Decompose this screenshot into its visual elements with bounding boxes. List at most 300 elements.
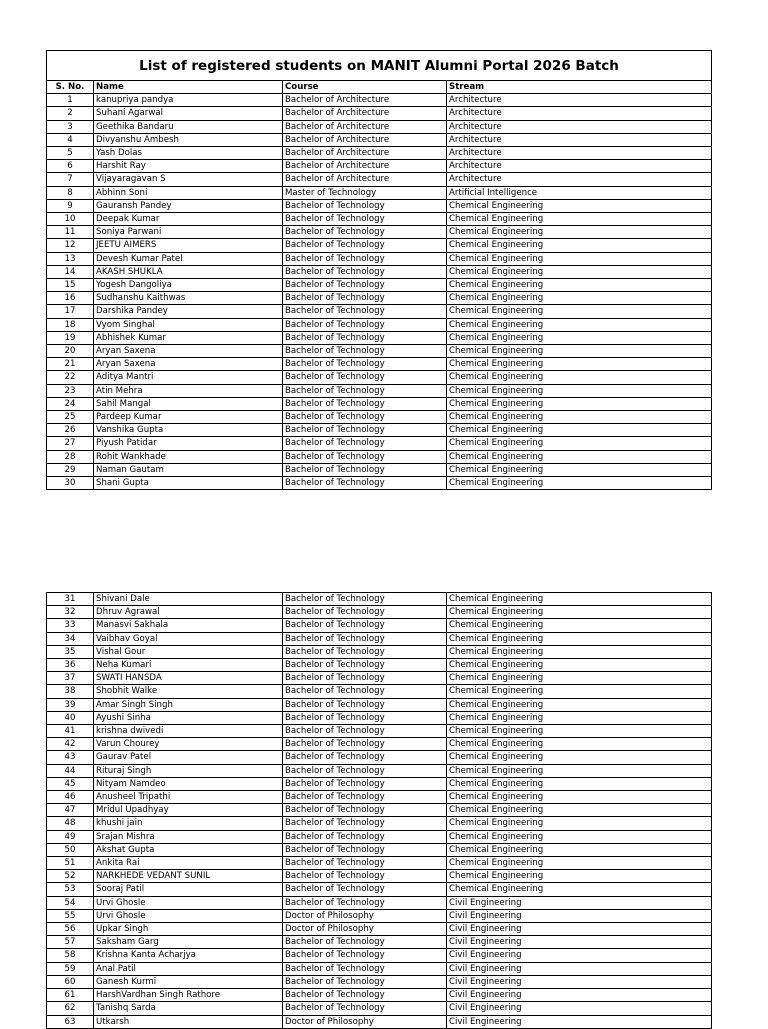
cell-stream: Chemical Engineering <box>447 632 712 645</box>
cell-stream: Chemical Engineering <box>447 830 712 843</box>
cell-sno: 11 <box>47 226 94 239</box>
cell-course: Bachelor of Technology <box>283 265 447 278</box>
cell-course: Bachelor of Technology <box>283 252 447 265</box>
cell-name: Shivani Dale <box>94 593 283 606</box>
cell-course: Bachelor of Architecture <box>283 120 447 133</box>
cell-stream: Chemical Engineering <box>447 725 712 738</box>
cell-sno: 37 <box>47 672 94 685</box>
cell-course: Bachelor of Technology <box>283 751 447 764</box>
cell-stream: Chemical Engineering <box>447 345 712 358</box>
cell-name: Krishna Kanta Acharjya <box>94 949 283 962</box>
table-row <box>47 909 712 922</box>
table-row <box>47 358 712 371</box>
cell-stream: Chemical Engineering <box>447 857 712 870</box>
cell-course: Bachelor of Technology <box>283 883 447 896</box>
cell-stream: Architecture <box>447 133 712 146</box>
cell-stream: Artificial Intelligence <box>447 186 712 199</box>
cell-stream: Civil Engineering <box>447 1015 712 1028</box>
cell-sno: 31 <box>47 593 94 606</box>
cell-course: Bachelor of Technology <box>283 213 447 226</box>
table-row <box>47 975 712 988</box>
table-row <box>47 698 712 711</box>
cell-stream: Chemical Engineering <box>447 791 712 804</box>
cell-name: Upkar Singh <box>94 923 283 936</box>
cell-name: Saksham Garg <box>94 936 283 949</box>
cell-sno: 55 <box>47 909 94 922</box>
cell-sno: 19 <box>47 331 94 344</box>
cell-name: Varun Chourey <box>94 738 283 751</box>
cell-course: Bachelor of Technology <box>283 936 447 949</box>
table-row <box>47 265 712 278</box>
cell-course: Bachelor of Technology <box>283 791 447 804</box>
cell-name: Akshat Gupta <box>94 843 283 856</box>
cell-sno: 12 <box>47 239 94 252</box>
table-row <box>47 896 712 909</box>
cell-course: Doctor of Philosophy <box>283 923 447 936</box>
cell-sno: 57 <box>47 936 94 949</box>
cell-name: Nityam Namdeo <box>94 777 283 790</box>
cell-name: Suhani Agarwal <box>94 107 283 120</box>
cell-sno: 16 <box>47 292 94 305</box>
cell-stream: Civil Engineering <box>447 923 712 936</box>
cell-name: Tanishq Sarda <box>94 1002 283 1015</box>
cell-sno: 58 <box>47 949 94 962</box>
cell-course: Bachelor of Technology <box>283 305 447 318</box>
table-row <box>47 477 712 490</box>
table-row <box>47 1002 712 1015</box>
cell-sno: 10 <box>47 213 94 226</box>
table-row <box>47 711 712 724</box>
table-row <box>47 160 712 173</box>
cell-stream: Chemical Engineering <box>447 685 712 698</box>
cell-course: Bachelor of Architecture <box>283 173 447 186</box>
cell-stream: Architecture <box>447 147 712 160</box>
cell-stream: Chemical Engineering <box>447 645 712 658</box>
cell-sno: 44 <box>47 764 94 777</box>
cell-course: Bachelor of Architecture <box>283 107 447 120</box>
cell-sno: 48 <box>47 817 94 830</box>
table-row <box>47 923 712 936</box>
table-row <box>47 173 712 186</box>
cell-sno: 2 <box>47 107 94 120</box>
cell-sno: 29 <box>47 463 94 476</box>
cell-name: Aryan Saxena <box>94 345 283 358</box>
cell-name: Vishal Gour <box>94 645 283 658</box>
cell-course: Bachelor of Technology <box>283 989 447 1002</box>
cell-sno: 7 <box>47 173 94 186</box>
cell-stream: Chemical Engineering <box>447 738 712 751</box>
cell-stream: Civil Engineering <box>447 896 712 909</box>
table-row <box>47 870 712 883</box>
cell-stream: Chemical Engineering <box>447 358 712 371</box>
cell-stream: Chemical Engineering <box>447 318 712 331</box>
table-row <box>47 450 712 463</box>
cell-name: Manasvi Sakhala <box>94 619 283 632</box>
cell-name: Anusheel Tripathi <box>94 791 283 804</box>
cell-name: khushi jain <box>94 817 283 830</box>
cell-name: Vaibhav Goyal <box>94 632 283 645</box>
table-row <box>47 463 712 476</box>
cell-stream: Chemical Engineering <box>447 883 712 896</box>
cell-name: Anal Patil <box>94 962 283 975</box>
cell-stream: Chemical Engineering <box>447 751 712 764</box>
cell-name: kanupriya pandya <box>94 94 283 107</box>
cell-name: Ayushi Sinha <box>94 711 283 724</box>
table-row <box>47 120 712 133</box>
cell-name: Vijayaragavan S <box>94 173 283 186</box>
cell-name: Abhinn Soni <box>94 186 283 199</box>
cell-course: Bachelor of Technology <box>283 437 447 450</box>
cell-sno: 45 <box>47 777 94 790</box>
cell-stream: Chemical Engineering <box>447 371 712 384</box>
cell-name: Vyom Singhal <box>94 318 283 331</box>
table-row <box>47 725 712 738</box>
cell-sno: 38 <box>47 685 94 698</box>
table-row <box>47 94 712 107</box>
table-row <box>47 133 712 146</box>
table-row <box>47 857 712 870</box>
table-row <box>47 949 712 962</box>
cell-course: Bachelor of Technology <box>283 450 447 463</box>
cell-sno: 54 <box>47 896 94 909</box>
cell-name: Sooraj Patil <box>94 883 283 896</box>
cell-course: Bachelor of Technology <box>283 975 447 988</box>
cell-name: Geethika Bandaru <box>94 120 283 133</box>
cell-course: Bachelor of Technology <box>283 659 447 672</box>
cell-course: Bachelor of Technology <box>283 632 447 645</box>
cell-stream: Architecture <box>447 94 712 107</box>
cell-stream: Chemical Engineering <box>447 463 712 476</box>
cell-name: Rituraj Singh <box>94 764 283 777</box>
cell-course: Bachelor of Technology <box>283 292 447 305</box>
table-row <box>47 397 712 410</box>
cell-name: Mridul Upadhyay <box>94 804 283 817</box>
cell-sno: 20 <box>47 345 94 358</box>
cell-sno: 23 <box>47 384 94 397</box>
header-sno: S. No. <box>47 81 94 94</box>
table-row <box>47 672 712 685</box>
cell-sno: 43 <box>47 751 94 764</box>
document-title: List of registered students on MANIT Alumni Portal 2026 Batch <box>47 51 712 81</box>
table-row <box>47 593 712 606</box>
cell-stream: Chemical Engineering <box>447 698 712 711</box>
cell-sno: 5 <box>47 147 94 160</box>
table-row <box>47 804 712 817</box>
cell-stream: Civil Engineering <box>447 909 712 922</box>
cell-sno: 34 <box>47 632 94 645</box>
cell-course: Bachelor of Technology <box>283 463 447 476</box>
header-name: Name <box>94 81 283 94</box>
cell-sno: 32 <box>47 606 94 619</box>
table-row <box>47 305 712 318</box>
cell-name: Neha Kumari <box>94 659 283 672</box>
cell-name: Shani Gupta <box>94 477 283 490</box>
cell-name: Yogesh Dangoliya <box>94 279 283 292</box>
cell-stream: Chemical Engineering <box>447 305 712 318</box>
cell-course: Bachelor of Technology <box>283 239 447 252</box>
cell-course: Bachelor of Technology <box>283 962 447 975</box>
cell-stream: Chemical Engineering <box>447 817 712 830</box>
cell-name: Abhishek Kumar <box>94 331 283 344</box>
cell-course: Bachelor of Technology <box>283 817 447 830</box>
cell-sno: 47 <box>47 804 94 817</box>
header-course: Course <box>283 81 447 94</box>
table-row <box>47 777 712 790</box>
cell-course: Bachelor of Technology <box>283 593 447 606</box>
cell-course: Bachelor of Technology <box>283 424 447 437</box>
cell-name: Dhruv Agrawal <box>94 606 283 619</box>
table-row <box>47 817 712 830</box>
cell-stream: Chemical Engineering <box>447 659 712 672</box>
table-row <box>47 738 712 751</box>
cell-course: Bachelor of Technology <box>283 358 447 371</box>
table-row <box>47 751 712 764</box>
cell-stream: Chemical Engineering <box>447 843 712 856</box>
table-row <box>47 791 712 804</box>
cell-course: Bachelor of Technology <box>283 619 447 632</box>
table-row <box>47 843 712 856</box>
cell-stream: Chemical Engineering <box>447 619 712 632</box>
cell-sno: 53 <box>47 883 94 896</box>
cell-sno: 56 <box>47 923 94 936</box>
cell-sno: 63 <box>47 1015 94 1028</box>
cell-stream: Chemical Engineering <box>447 870 712 883</box>
cell-course: Bachelor of Technology <box>283 331 447 344</box>
cell-sno: 36 <box>47 659 94 672</box>
table-row <box>47 107 712 120</box>
student-table-page-2 <box>46 592 712 1029</box>
table-row <box>47 147 712 160</box>
cell-course: Master of Technology <box>283 186 447 199</box>
student-table-page-1 <box>46 50 712 490</box>
cell-course: Bachelor of Technology <box>283 606 447 619</box>
cell-sno: 35 <box>47 645 94 658</box>
table-row <box>47 345 712 358</box>
cell-stream: Architecture <box>447 173 712 186</box>
cell-course: Bachelor of Technology <box>283 371 447 384</box>
cell-course: Doctor of Philosophy <box>283 909 447 922</box>
cell-sno: 21 <box>47 358 94 371</box>
table-row <box>47 764 712 777</box>
cell-name: Urvi Ghosle <box>94 896 283 909</box>
cell-stream: Architecture <box>447 160 712 173</box>
cell-stream: Chemical Engineering <box>447 764 712 777</box>
table-row <box>47 883 712 896</box>
cell-name: Piyush Patidar <box>94 437 283 450</box>
cell-stream: Chemical Engineering <box>447 279 712 292</box>
cell-course: Bachelor of Technology <box>283 698 447 711</box>
cell-stream: Chemical Engineering <box>447 239 712 252</box>
cell-stream: Civil Engineering <box>447 936 712 949</box>
cell-name: NARKHEDE VEDANT SUNIL <box>94 870 283 883</box>
cell-name: Ganesh Kurmi <box>94 975 283 988</box>
table-row <box>47 292 712 305</box>
cell-stream: Chemical Engineering <box>447 199 712 212</box>
cell-sno: 50 <box>47 843 94 856</box>
cell-name: Yash Dolas <box>94 147 283 160</box>
table-row <box>47 437 712 450</box>
title-row <box>47 51 712 81</box>
cell-sno: 26 <box>47 424 94 437</box>
cell-course: Bachelor of Technology <box>283 685 447 698</box>
table-row <box>47 645 712 658</box>
cell-course: Bachelor of Technology <box>283 830 447 843</box>
table-row <box>47 619 712 632</box>
cell-sno: 17 <box>47 305 94 318</box>
table-row <box>47 199 712 212</box>
cell-name: HarshVardhan Singh Rathore <box>94 989 283 1002</box>
table-row <box>47 989 712 1002</box>
cell-name: Srajan Mishra <box>94 830 283 843</box>
cell-name: Utkarsh <box>94 1015 283 1028</box>
cell-sno: 22 <box>47 371 94 384</box>
cell-sno: 33 <box>47 619 94 632</box>
cell-sno: 51 <box>47 857 94 870</box>
cell-course: Bachelor of Technology <box>283 672 447 685</box>
cell-course: Bachelor of Technology <box>283 870 447 883</box>
cell-name: krishna dwivedi <box>94 725 283 738</box>
cell-stream: Chemical Engineering <box>447 424 712 437</box>
cell-name: JEETU AIMERS <box>94 239 283 252</box>
table-row <box>47 318 712 331</box>
cell-name: Naman Gautam <box>94 463 283 476</box>
cell-name: Rohit Wankhade <box>94 450 283 463</box>
cell-course: Bachelor of Technology <box>283 199 447 212</box>
cell-course: Bachelor of Technology <box>283 477 447 490</box>
cell-course: Bachelor of Technology <box>283 777 447 790</box>
cell-stream: Chemical Engineering <box>447 252 712 265</box>
table-row <box>47 936 712 949</box>
cell-sno: 13 <box>47 252 94 265</box>
cell-course: Bachelor of Technology <box>283 764 447 777</box>
cell-name: Deepak Kumar <box>94 213 283 226</box>
cell-stream: Chemical Engineering <box>447 384 712 397</box>
cell-course: Bachelor of Architecture <box>283 133 447 146</box>
cell-course: Bachelor of Technology <box>283 345 447 358</box>
cell-course: Bachelor of Technology <box>283 843 447 856</box>
cell-stream: Chemical Engineering <box>447 777 712 790</box>
cell-course: Bachelor of Technology <box>283 896 447 909</box>
cell-sno: 4 <box>47 133 94 146</box>
cell-sno: 25 <box>47 411 94 424</box>
cell-sno: 8 <box>47 186 94 199</box>
cell-sno: 39 <box>47 698 94 711</box>
cell-sno: 15 <box>47 279 94 292</box>
cell-name: Soniya Parwani <box>94 226 283 239</box>
cell-name: AKASH SHUKLA <box>94 265 283 278</box>
cell-course: Doctor of Philosophy <box>283 1015 447 1028</box>
table-row <box>47 424 712 437</box>
table-row <box>47 331 712 344</box>
table-row <box>47 213 712 226</box>
cell-name: Urvi Ghosle <box>94 909 283 922</box>
cell-name: SWATI HANSDA <box>94 672 283 685</box>
cell-stream: Chemical Engineering <box>447 450 712 463</box>
cell-name: Aryan Saxena <box>94 358 283 371</box>
cell-stream: Chemical Engineering <box>447 411 712 424</box>
cell-stream: Civil Engineering <box>447 989 712 1002</box>
cell-sno: 60 <box>47 975 94 988</box>
cell-stream: Chemical Engineering <box>447 397 712 410</box>
cell-name: Shobhit Walke <box>94 685 283 698</box>
cell-stream: Chemical Engineering <box>447 804 712 817</box>
cell-stream: Chemical Engineering <box>447 437 712 450</box>
cell-name: Ankita Rai <box>94 857 283 870</box>
table-row <box>47 606 712 619</box>
cell-name: Amar Singh Singh <box>94 698 283 711</box>
cell-course: Bachelor of Technology <box>283 645 447 658</box>
table-row <box>47 411 712 424</box>
cell-sno: 14 <box>47 265 94 278</box>
cell-course: Bachelor of Technology <box>283 949 447 962</box>
cell-sno: 28 <box>47 450 94 463</box>
cell-name: Pardeep Kumar <box>94 411 283 424</box>
cell-name: Sahil Mangal <box>94 397 283 410</box>
table-row <box>47 632 712 645</box>
cell-sno: 62 <box>47 1002 94 1015</box>
cell-stream: Chemical Engineering <box>447 265 712 278</box>
cell-course: Bachelor of Architecture <box>283 147 447 160</box>
cell-sno: 52 <box>47 870 94 883</box>
cell-course: Bachelor of Technology <box>283 857 447 870</box>
table-row <box>47 384 712 397</box>
cell-sno: 6 <box>47 160 94 173</box>
cell-course: Bachelor of Technology <box>283 279 447 292</box>
cell-course: Bachelor of Technology <box>283 804 447 817</box>
cell-course: Bachelor of Technology <box>283 711 447 724</box>
cell-stream: Chemical Engineering <box>447 606 712 619</box>
cell-stream: Chemical Engineering <box>447 226 712 239</box>
table-row <box>47 1015 712 1028</box>
cell-stream: Architecture <box>447 107 712 120</box>
cell-sno: 1 <box>47 94 94 107</box>
cell-sno: 27 <box>47 437 94 450</box>
cell-course: Bachelor of Technology <box>283 1002 447 1015</box>
table-row <box>47 371 712 384</box>
table-row <box>47 239 712 252</box>
cell-course: Bachelor of Technology <box>283 318 447 331</box>
cell-course: Bachelor of Technology <box>283 397 447 410</box>
cell-sno: 40 <box>47 711 94 724</box>
cell-sno: 42 <box>47 738 94 751</box>
cell-stream: Civil Engineering <box>447 975 712 988</box>
cell-sno: 46 <box>47 791 94 804</box>
cell-name: Divyanshu Ambesh <box>94 133 283 146</box>
cell-name: Aditya Mantri <box>94 371 283 384</box>
cell-sno: 30 <box>47 477 94 490</box>
cell-stream: Chemical Engineering <box>447 593 712 606</box>
cell-stream: Civil Engineering <box>447 962 712 975</box>
header-row <box>47 81 712 94</box>
cell-name: Devesh Kumar Patel <box>94 252 283 265</box>
table-row <box>47 962 712 975</box>
cell-stream: Chemical Engineering <box>447 711 712 724</box>
cell-course: Bachelor of Technology <box>283 226 447 239</box>
cell-sno: 59 <box>47 962 94 975</box>
cell-stream: Chemical Engineering <box>447 331 712 344</box>
table-row <box>47 830 712 843</box>
cell-name: Gaurav Patel <box>94 751 283 764</box>
cell-course: Bachelor of Architecture <box>283 160 447 173</box>
cell-stream: Chemical Engineering <box>447 672 712 685</box>
cell-sno: 3 <box>47 120 94 133</box>
cell-course: Bachelor of Architecture <box>283 94 447 107</box>
table-row <box>47 685 712 698</box>
cell-sno: 9 <box>47 199 94 212</box>
cell-sno: 61 <box>47 989 94 1002</box>
table-row <box>47 226 712 239</box>
table-row <box>47 252 712 265</box>
